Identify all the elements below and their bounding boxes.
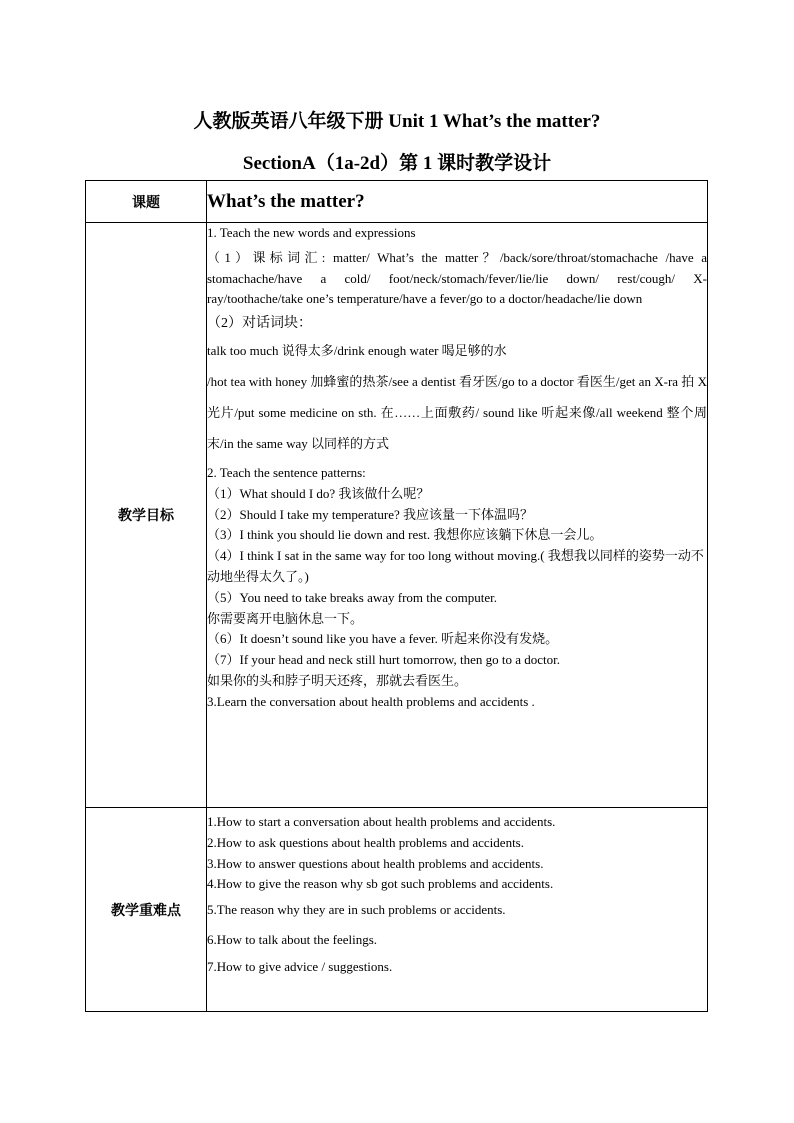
document-title: 人教版英语八年级下册 Unit 1 What’s the matter? <box>193 111 601 132</box>
sentence-6: （6）It doesn’t sound like you have a fever. 听起来你没有发烧。 <box>207 631 559 647</box>
keypoint-1: 1.How to start a conversation about health problems and accidents. <box>207 814 556 829</box>
keypoint-2: 2.How to ask questions about health problems and accidents. <box>207 834 524 850</box>
keypoint-5: 5.The reason why they are in such problems or accidents. <box>207 902 506 918</box>
objective-2: 2. Teach the sentence patterns: <box>207 464 366 480</box>
keypoint-3: 3.How to answer questions about health problems and accidents. <box>207 855 544 871</box>
sentence-1: （1）What should I do? 我该做什么呢？ <box>207 485 430 501</box>
sentence-5-translation: 你需要离开电脑休息一下。 <box>207 610 364 626</box>
keypoints-content <box>207 808 708 1012</box>
keypoints-label: 教学重难点 <box>86 808 207 1012</box>
document-subtitle: SectionA（1a-2d）第 1 课时教学设计 <box>242 153 552 174</box>
objective-1: 1. Teach the new words and expressions <box>207 225 416 240</box>
objective-3: 3.Learn the conversation about health problems and accidents . <box>207 693 535 709</box>
objectives-content <box>207 223 708 808</box>
keypoint-6: 6.How to talk about the feelings. <box>207 931 378 947</box>
objectives-label: 教学目标 <box>86 223 207 808</box>
sentence-7-translation: 如果你的头和脖子明天还疼，那就去看医生。 <box>207 672 468 688</box>
sentence-3: （3）I think you should lie down and rest. 我想你应该躺下休息一会儿。 <box>207 527 603 543</box>
keypoints-row <box>86 808 708 1012</box>
objectives-row <box>86 223 708 808</box>
sentence-2: （2）Should I take my temperature? 我应该量一下体温吗？ <box>207 506 534 522</box>
chunks-label: （2）对话词块： <box>207 316 312 332</box>
lesson-plan-table <box>85 180 708 1012</box>
sentence-5: （5）You need to take breaks away from the computer. <box>207 589 498 605</box>
chunks-line1: talk too much 说得太多/drink enough water 喝足够的水 <box>207 342 507 358</box>
keypoint-4: 4.How to give the reason why sb got such problems and accidents. <box>207 876 554 892</box>
topic-value: What’s the matter? <box>207 181 708 223</box>
topic-label: 课题 <box>86 181 207 223</box>
chunks-rest: /hot tea with honey 加蜂蜜的热茶/see a dentist 看牙医/go to a doctor 看医生/get an X-ra 拍 X 光片/put some medicine on sth. 在……上面敷药/ sound like 听起来像/all weekend 整个周末/in the same way 以同样的方式 <box>207 373 707 451</box>
topic-row <box>86 181 708 223</box>
keypoint-7: 7.How to give advice / suggestions. <box>207 958 393 974</box>
sentence-7: （7）If your head and neck still hurt tomorrow, then go to a doctor. <box>207 652 560 668</box>
vocab-list: （1）课标词汇: matter/ What’s the matter？/back/sore/throat/stomachache /have a stomachache/have a cold/ foot/neck/stomach/fever/lie/lie down/ rest/cough/ X-ray/toothache/take one’s temperature/have a fever/go to a doctor/headache/lie down <box>207 249 707 307</box>
sentence-4: （4）I think I sat in the same way for too long without moving.( 我想我以同样的姿势一动不动地坐得太久了。) <box>207 548 704 584</box>
